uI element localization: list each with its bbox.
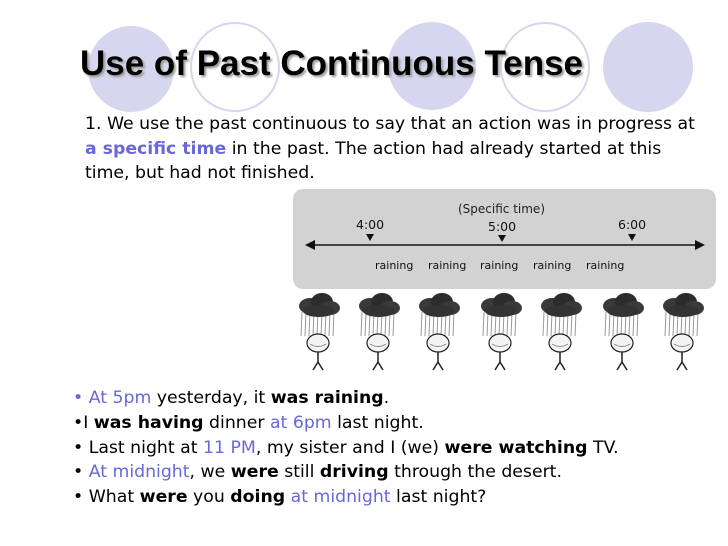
verb-phrase: doing (230, 487, 286, 508)
timeline-time: 4:00 (356, 217, 385, 232)
timeline-box (293, 189, 716, 289)
timeline-caption: (Specific time) (458, 202, 545, 216)
example-text: dinner (203, 412, 270, 433)
example-text: I (83, 412, 94, 433)
rain-figures-row (284, 292, 704, 374)
example-text: TV. (587, 437, 619, 458)
timeline-time: 5:00 (488, 219, 517, 234)
time-expression: 11 PM (203, 437, 256, 458)
timeline-time: 6:00 (618, 217, 647, 232)
timeline-label: raining (428, 259, 467, 272)
time-expression: At 5pm (83, 388, 152, 408)
example-text: What (83, 487, 140, 508)
example-text: Last night at (83, 437, 203, 458)
intro-text: 1. We use the past continuous to say that an action was in progress at (85, 114, 695, 134)
time-expression: at midnight (290, 487, 391, 508)
bullet-marker: • (73, 437, 84, 458)
rain-cloud-figure-icon (656, 292, 708, 374)
example-text: , we (189, 462, 231, 483)
rain-cloud-figure-icon (292, 292, 344, 374)
timeline-label: raining (375, 259, 414, 272)
example-item (73, 436, 713, 461)
bullet-marker: • (73, 462, 84, 483)
example-item (73, 411, 713, 436)
verb-phrase: were (139, 487, 188, 508)
time-expression: at 6pm (269, 412, 332, 433)
example-text: . (383, 388, 390, 408)
example-text: still (278, 462, 320, 483)
example-text: yesterday, it (151, 388, 271, 408)
example-list (73, 386, 713, 510)
timeline-label: raining (586, 259, 625, 272)
example-text: , my sister and I (we) (255, 437, 445, 458)
example-text: last night. (331, 412, 424, 433)
rain-cloud-figure-icon (412, 292, 464, 374)
intro-highlight: a specific time (85, 138, 227, 159)
slide-title: Use of Past Continuous Tense (80, 44, 584, 83)
bullet-marker: • (73, 487, 84, 508)
bullet-marker: • (73, 388, 84, 408)
example-text: you (187, 487, 231, 508)
timeline-label: raining (533, 259, 572, 272)
verb-phrase: was having (93, 412, 204, 433)
example-item (73, 460, 713, 485)
example-text: through the desert. (388, 462, 562, 483)
rain-cloud-figure-icon (352, 292, 404, 374)
example-text: last night? (390, 487, 487, 508)
time-expression: At midnight (83, 462, 190, 483)
example-item (73, 485, 713, 510)
verb-phrase: were (230, 462, 279, 483)
intro-paragraph (85, 112, 705, 186)
intro-text: in the past. The action had already started at this time, but had not finished. (85, 138, 662, 183)
rain-cloud-figure-icon (534, 292, 586, 374)
verb-phrase: was raining (270, 388, 384, 408)
rain-cloud-figure-icon (596, 292, 648, 374)
verb-phrase: driving (319, 462, 389, 483)
bullet-marker: • (73, 412, 84, 433)
verb-phrase: were watching (444, 437, 588, 458)
rain-cloud-figure-icon (474, 292, 526, 374)
example-item (73, 386, 713, 411)
timeline-label: raining (480, 259, 519, 272)
